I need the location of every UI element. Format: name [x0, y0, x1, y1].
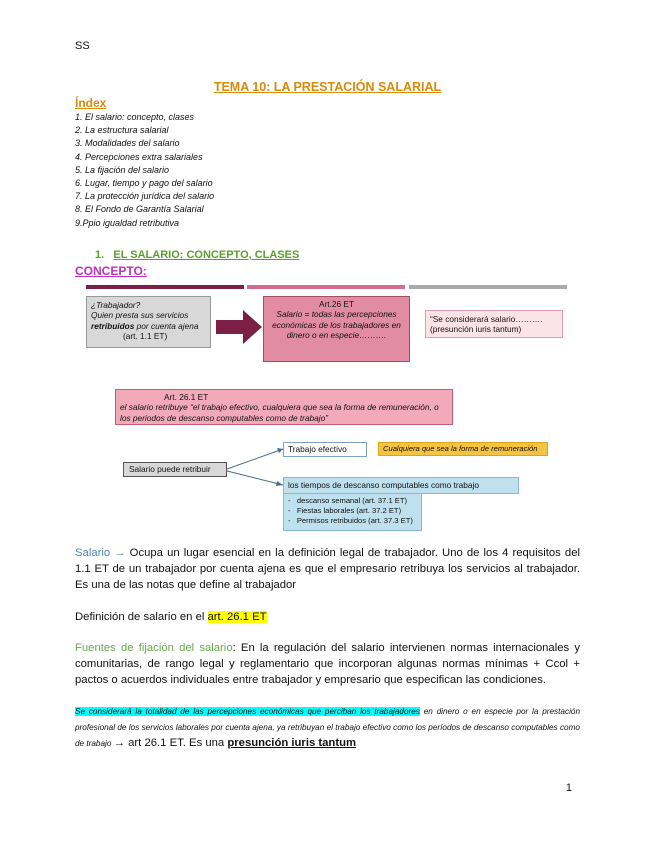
box-art26-text: Salario = todas las percepciones económicas de los trabajadores en dinero o en especie………. [272, 309, 401, 341]
box-art26-1-title: Art. 26.1 ET [164, 392, 209, 402]
box-art26-1 [115, 389, 453, 425]
box-art26-1-text: el salario retribuye “el trabajo efectivo, cualquiera que sea la forma de remuneración, o los periodos de descanso computables como de trabajo” [120, 402, 439, 423]
box-trabajador-line1: ¿Trabajador? [91, 300, 141, 310]
arrow-right-icon: → [113, 737, 125, 750]
term-fuentes: Fuentes de fijación del salario [75, 642, 233, 654]
paragraph-salario-text: Ocupa un lugar esencial en la definición legal de trabajador. Uno de los 4 requisitos del 1.1 ET de un trabajador por cuenta ajena es que el empresario retribuya los servicios al trabajador. Es una de las notas que define al trabajador [75, 547, 580, 592]
concepto-label: CONCEPTO: [75, 264, 147, 278]
arrow-right-icon [216, 310, 262, 344]
connector-line-upper [227, 449, 283, 469]
index-item: 2. La estructura salarial [75, 125, 169, 136]
box-descansos-list [283, 493, 422, 531]
box-trabajador-bold: retribuidos [91, 320, 135, 331]
box-trabajador [86, 296, 211, 348]
index-heading: Índex [75, 96, 107, 110]
index-item: 7. La protección jurídica del salario [75, 191, 215, 202]
box-forma-remuneracion: Cualquiera que sea la forma de remuneración [378, 442, 548, 456]
highlight-se-considerara: Se considerará la totalidad de las percepciones económicas que perciban los trabajadores [75, 707, 420, 716]
highlight-art-26-1: art. 26.1 ET [207, 611, 267, 623]
section-number: 1. [95, 249, 105, 261]
box-se-considerara-line1: “Se considerará salario………. [430, 314, 543, 324]
document-title: TEMA 10: LA PRESTACIÓN SALARIAL [213, 80, 442, 94]
index-item: 3. Modalidades del salario [75, 138, 180, 149]
box-salario-puede-retribuir: Salario puede retribuir [123, 462, 227, 477]
connector-line-lower [227, 471, 283, 485]
box-art26-title: Art.26 ET [318, 299, 355, 309]
box-trabajador-line3 [91, 321, 206, 331]
presuncion-bold: presunción iuris tantum [227, 737, 357, 750]
box-trabajador-ref: (art. 1.1 ET) [123, 331, 168, 342]
paragraph-definicion-text: Definición de salario en el [75, 611, 208, 623]
index-item: 4. Percepciones extra salariales [75, 151, 203, 162]
box-trabajo-efectivo: Trabajo efectivo [283, 442, 367, 457]
paragraph-fuentes-text: : En la regulación del salario intervienen normas internacionales y comunitarias, de rango legal y reglamentario que incorporan algunas normas mínimas + Ccol + pactos o acuerdos individuales entre trabajador y empresario que especifican las condiciones. [75, 642, 580, 687]
box-tiempos-descanso: los tiempos de descanso computables como trabajo [283, 477, 519, 494]
paragraph-definicion [75, 609, 580, 625]
index-item: 5. La fijación del salario [75, 164, 170, 175]
paragraph-presuncion-tail: art 26.1 ET. Es una [125, 737, 228, 750]
paragraph-presuncion [75, 703, 580, 752]
paragraph-presuncion-text: en dinero o en especie por la prestación profesional de los servicios laborales por cuenta ajena, ya retribuyan el trabajo efectivo como los períodos de descanso computables como de trabajo [75, 707, 581, 749]
index-item: 8. El Fondo de Garantía Salarial [75, 204, 204, 215]
arrow-right-icon: → [114, 547, 126, 559]
section-title: EL SALARIO: CONCEPTO, CLASES [113, 249, 300, 261]
descanso-item: - Permisos retribuidos (art. 37.3 ET) [288, 516, 413, 525]
paragraph-fuentes [75, 640, 580, 689]
box-se-considerara-line2: (presunción iuris tantum) [430, 324, 522, 335]
header-initials: SS [75, 40, 90, 52]
descanso-item: - Fiestas laborales (art. 37.2 ET) [288, 506, 402, 515]
box-trabajador-rest: por cuenta ajena [134, 320, 199, 331]
paragraph-salario [75, 545, 580, 594]
index-item: 1. El salario: concepto, clases [75, 112, 195, 122]
page-number: 1 [565, 782, 572, 794]
index-item: 9.Ppio igualdad retributiva [75, 217, 180, 228]
box-se-considerara [425, 310, 563, 338]
term-salario: Salario [75, 547, 111, 559]
descanso-item: - descanso semanal (art. 37.1 ET) [288, 496, 408, 505]
box-art26 [263, 296, 410, 362]
box-trabajador-line2: Quien presta sus servicios [91, 310, 189, 321]
index-item: 6. Lugar, tiempo y pago del salario [75, 178, 213, 189]
